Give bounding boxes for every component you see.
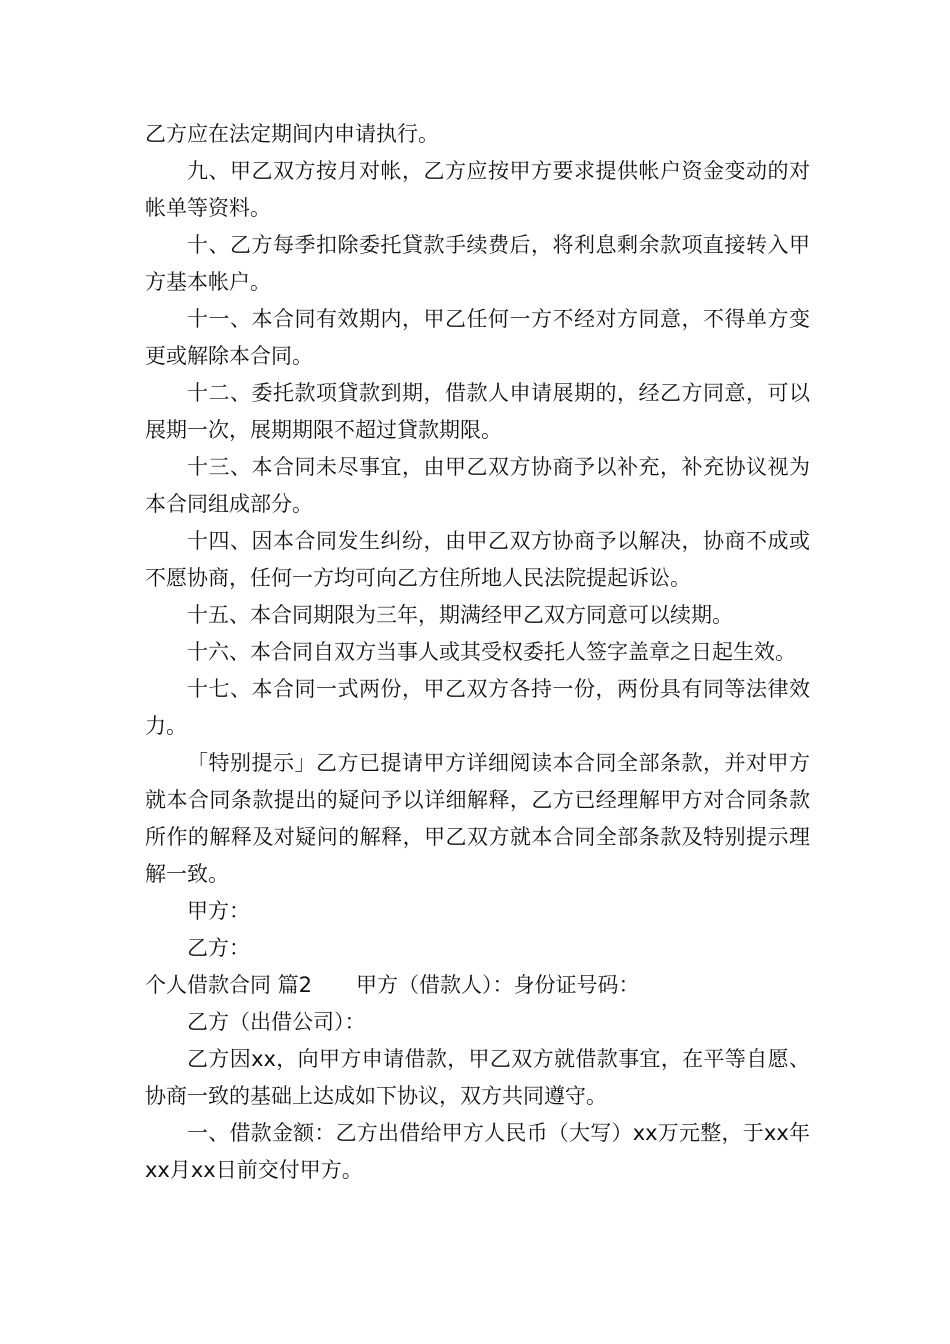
section-party-a: 甲方（借款人）：身份证号码： bbox=[356, 973, 640, 997]
paragraph-loan-amount: 一、借款金额：乙方出借给甲方人民币（大写）xx万元整，于xx年xx月xx日前交付甲方。 bbox=[145, 1121, 810, 1182]
paragraph-execution: 乙方应在法定期间内申请执行。 bbox=[145, 122, 439, 146]
paragraph-special-notice: 「特别提示」乙方已提请甲方详细阅读本合同全部条款，并对甲方就本合同条款提出的疑问予以详细解释，乙方已经理解甲方对合同条款所作的解释及对疑问的解释，甲乙双方就本合同全部条款及特别提示理解一致。 bbox=[145, 751, 810, 886]
paragraph-clause-14: 十四、因本合同发生纠纷，由甲乙双方协商予以解决，协商不成或不愿协商，任何一方均可向乙方住所地人民法院提起诉讼。 bbox=[145, 529, 810, 590]
signature-party-b: 乙方： bbox=[187, 936, 250, 960]
paragraph-preamble: 乙方因xx，向甲方申请借款，甲乙双方就借款事宜，在平等自愿、协商一致的基础上达成如下协议，双方共同遵守。 bbox=[145, 1047, 810, 1108]
paragraph-clause-11: 十一、本合同有效期内，甲乙任何一方不经对方同意，不得单方变更或解除本合同。 bbox=[145, 307, 810, 368]
paragraph-clause-12: 十二、委托款项貸款到期，借款人申请展期的，经乙方同意，可以展期一次，展期期限不超过貸款期限。 bbox=[145, 381, 810, 442]
paragraph-lender: 乙方（出借公司）： bbox=[187, 1010, 366, 1034]
document-body bbox=[145, 116, 810, 1189]
paragraph-clause-17: 十七、本合同一式两份，甲乙双方各持一份，两份具有同等法律效力。 bbox=[145, 677, 810, 738]
signature-party-a: 甲方： bbox=[187, 899, 250, 923]
paragraph-clause-15: 十五、本合同期限为三年，期满经甲乙双方同意可以续期。 bbox=[187, 603, 733, 627]
paragraph-clause-13: 十三、本合同未尽事宜，由甲乙双方协商予以补充，补充协议视为本合同组成部分。 bbox=[145, 455, 810, 516]
paragraph-clause-16: 十六、本合同自双方当事人或其受权委托人签字盖章之日起生效。 bbox=[187, 640, 796, 664]
section-title: 个人借款合同 篇2 bbox=[145, 973, 313, 997]
section-heading bbox=[145, 967, 810, 1004]
paragraph-clause-9: 九、甲乙双方按月对帐，乙方应按甲方要求提供帐户资金变动的对帐单等资料。 bbox=[145, 159, 810, 220]
paragraph-clause-10: 十、乙方每季扣除委托貸款手续费后，将利息剩余款项直接转入甲方基本帐户。 bbox=[145, 233, 810, 294]
